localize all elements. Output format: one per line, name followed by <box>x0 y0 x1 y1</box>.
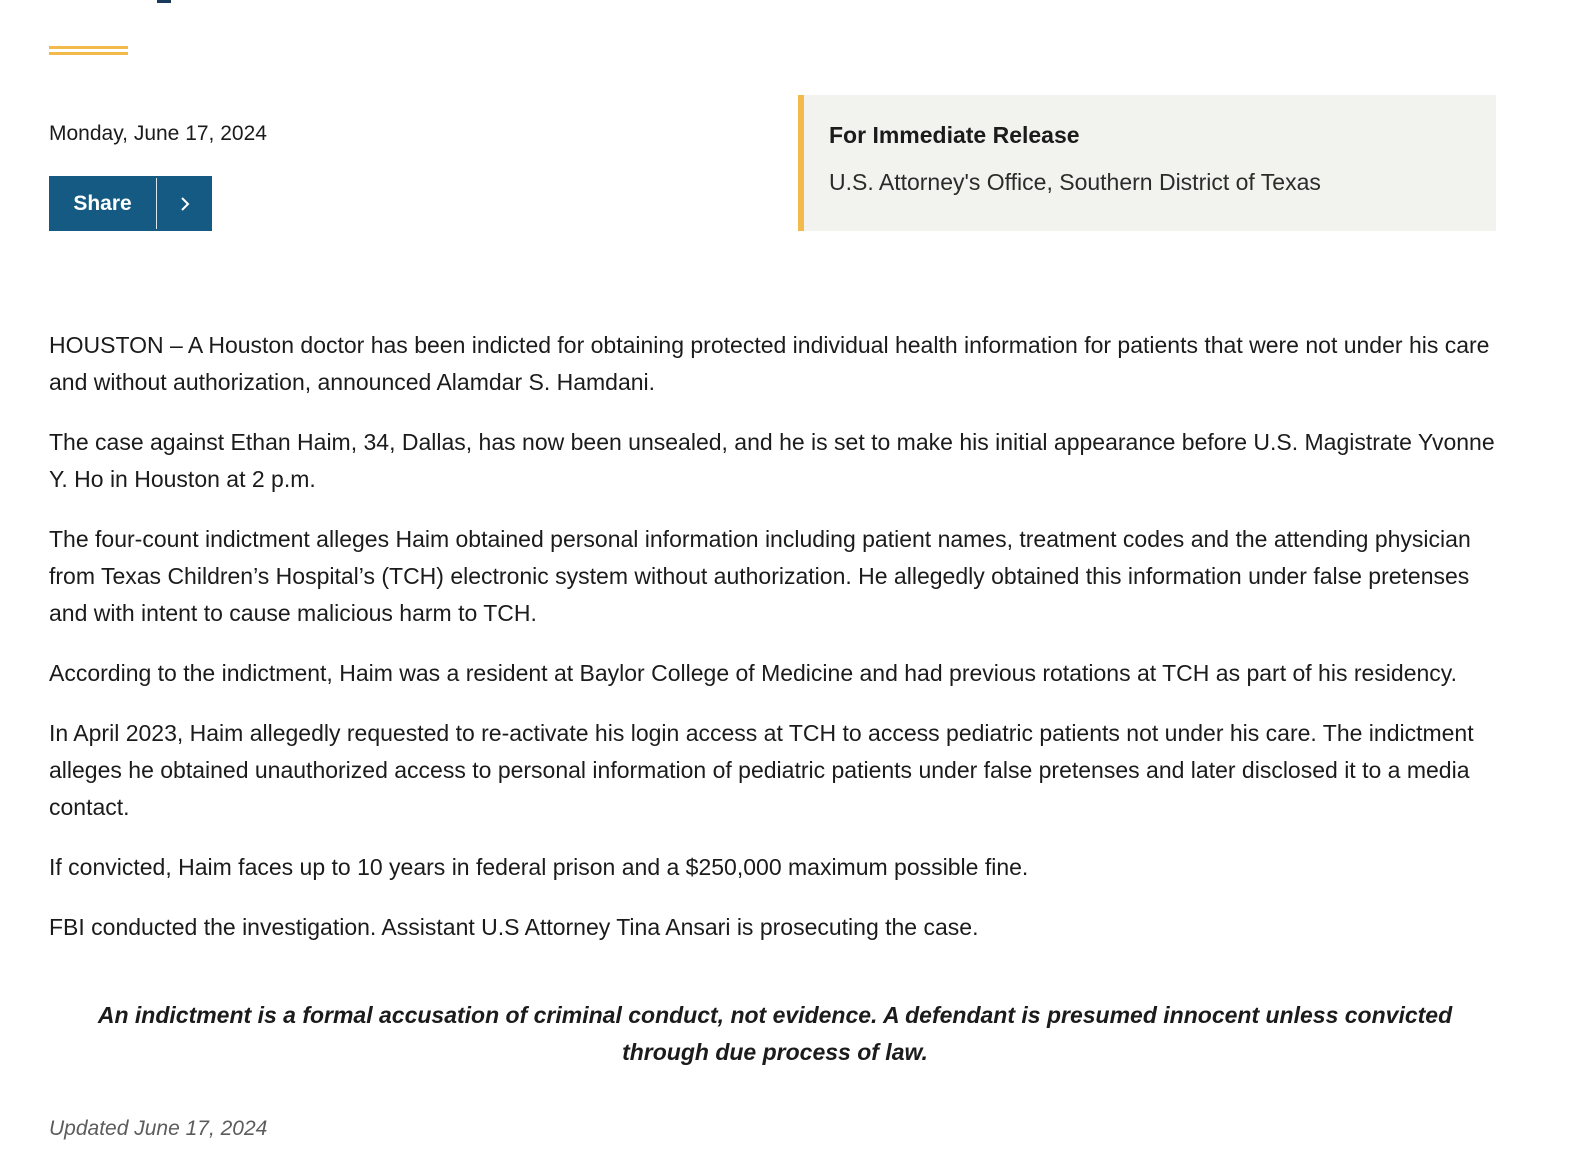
body-paragraph: HOUSTON – A Houston doctor has been indicted for obtaining protected individual health information for patients that were not under his care and without authorization, announced Alamdar S. Hamdani. <box>49 332 1490 395</box>
release-office: U.S. Attorney's Office, Southern District of Texas <box>829 169 1321 195</box>
share-button[interactable] <box>49 176 212 231</box>
release-title: For Immediate Release <box>829 122 1080 148</box>
body-paragraph: In April 2023, Haim allegedly requested to re-activate his login access at TCH to access pediatric patients not under his care. The indictment alleges he obtained unauthorized access to personal information of pediatric patients under false pretenses and later disclosed it to a media contact. <box>49 720 1474 820</box>
body-paragraph: The case against Ethan Haim, 34, Dallas, has now been unsealed, and he is set to make his initial appearance before U.S. Magistrate Yvonne Y. Ho in Houston at 2 p.m. <box>49 429 1495 492</box>
body-paragraph: FBI conducted the investigation. Assistant U.S Attorney Tina Ansari is prosecuting the case. <box>49 914 979 940</box>
release-date: Monday, June 17, 2024 <box>49 122 267 145</box>
chevron-right-icon <box>157 195 212 213</box>
release-info-box <box>798 95 1496 231</box>
share-button-divider <box>156 178 157 229</box>
body-paragraph: If convicted, Haim faces up to 10 years in federal prison and a $250,000 maximum possible fine. <box>49 854 1029 880</box>
updated-date: Updated June 17, 2024 <box>49 1117 268 1140</box>
gold-rule-divider <box>49 46 128 55</box>
share-button-label: Share <box>73 191 132 215</box>
legal-disclaimer: An indictment is a formal accusation of criminal conduct, not evidence. A defendant is presumed innocent unless convicted through due process of law. <box>97 1002 1453 1065</box>
body-paragraph: According to the indictment, Haim was a resident at Baylor College of Medicine and had previous rotations at TCH as part of his residency. <box>49 660 1457 686</box>
article-body <box>49 327 1499 969</box>
body-paragraph: The four-count indictment alleges Haim obtained personal information including patient names, treatment codes and the attending physician from Texas Children’s Hospital’s (TCH) electronic system without authorization. He allegedly obtained this information under false pretenses and with intent to cause malicious harm to TCH. <box>49 526 1471 626</box>
top-decoration <box>157 0 171 3</box>
